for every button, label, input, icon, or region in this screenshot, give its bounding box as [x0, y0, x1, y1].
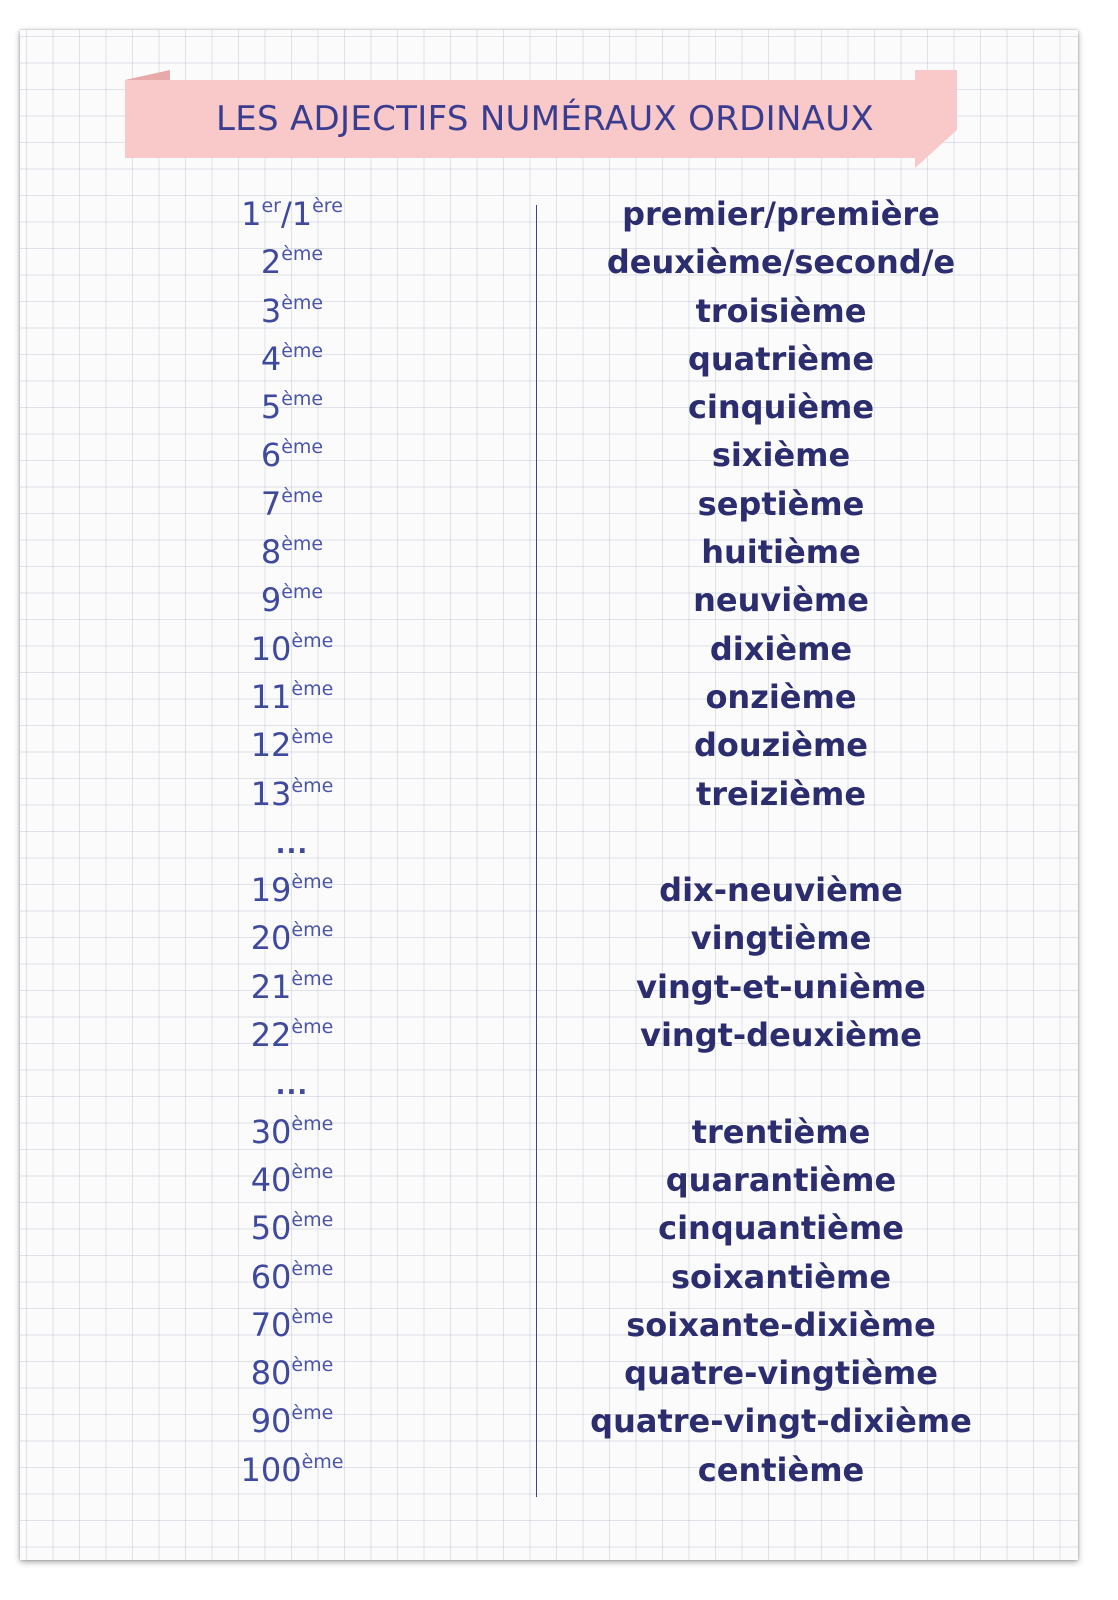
- numeral-value: 13: [250, 774, 292, 813]
- numeral-row: [192, 625, 392, 673]
- numeral-row: [192, 528, 392, 576]
- ordinal-word: onzième: [705, 677, 857, 716]
- page-title: LES ADJECTIFS NUMÉRAUX ORDINAUX: [215, 99, 875, 139]
- numeral-row: [192, 1204, 392, 1252]
- numeral-value: 1: [241, 195, 262, 233]
- ordinal-word-row: [581, 576, 981, 624]
- numeral-value: 21: [250, 967, 292, 1006]
- ellipsis-mark: ...: [275, 1071, 309, 1102]
- numeral-suffix: ème: [291, 1016, 334, 1039]
- ordinal-word: sixième: [711, 436, 851, 475]
- numeral-suffix: ème: [281, 436, 324, 459]
- numeral-row: [192, 866, 392, 914]
- numeral-value: 8: [260, 533, 282, 572]
- ellipsis-row: [192, 818, 392, 866]
- numeral-row: [192, 1156, 392, 1204]
- numeral-row: [192, 335, 392, 383]
- ordinal-word-column: [581, 190, 981, 1494]
- ordinal-word-row: [581, 1446, 981, 1494]
- numeral-value: 10: [250, 629, 292, 668]
- ordinal-word-row: [581, 431, 981, 479]
- ordinal-word-row: [581, 914, 981, 962]
- numeral-suffix: ème: [281, 339, 324, 362]
- numeral-suffix: ème: [291, 1257, 334, 1280]
- numeral-value: 9: [260, 581, 282, 620]
- ordinal-word-row: [581, 1349, 981, 1397]
- numeral-value: 22: [250, 1016, 292, 1055]
- ordinal-word-row: [581, 1204, 981, 1252]
- ordinal-word-row: [581, 480, 981, 528]
- ordinal-word: neuvième: [693, 581, 869, 620]
- ordinal-word: quarantième: [665, 1160, 897, 1199]
- numeral-row: [192, 383, 392, 431]
- numeral-row: [192, 1108, 392, 1156]
- numeral-alt-suffix: ère: [312, 195, 343, 217]
- numeral-value: 6: [260, 436, 282, 475]
- ordinal-word: quatre-vingt-dixième: [590, 1402, 972, 1441]
- numeral-suffix: ème: [291, 726, 334, 749]
- numeral-suffix: ème: [291, 919, 334, 942]
- ordinal-word-row: [581, 335, 981, 383]
- numeral-value: 11: [250, 677, 292, 716]
- numeral-value: 90: [250, 1402, 292, 1441]
- numeral-row: [192, 431, 392, 479]
- numeral-value: 2: [260, 243, 282, 282]
- ordinal-word-row: [581, 721, 981, 769]
- numeral-value: 20: [250, 919, 292, 958]
- numeral-row: [192, 770, 392, 818]
- ordinal-word-row: [581, 673, 981, 721]
- ordinal-word-row: [581, 1253, 981, 1301]
- numeral-row: [192, 238, 392, 286]
- ordinal-word-row: [581, 190, 981, 238]
- numeral-suffix: ème: [281, 388, 324, 411]
- ellipsis-mark: ...: [275, 829, 309, 860]
- numeral-value: 3: [260, 291, 282, 330]
- numeral-suffix: ème: [291, 1402, 334, 1425]
- numeral-value: 60: [250, 1257, 292, 1296]
- ordinal-word: vingtième: [690, 919, 872, 958]
- numeral-suffix: ème: [291, 871, 334, 894]
- banner-fold-left: [125, 70, 170, 80]
- numeral-row: [192, 1253, 392, 1301]
- ordinal-word-row: [581, 1397, 981, 1445]
- ordinal-word: soixantième: [670, 1257, 892, 1296]
- numeral-alt-value: /1: [280, 195, 313, 233]
- numeral-value: 50: [250, 1209, 292, 1248]
- numeral-value: 5: [260, 388, 282, 427]
- numeral-row: [192, 190, 392, 238]
- ellipsis-row-spacer: [581, 1059, 981, 1107]
- ordinal-word: dix-neuvième: [659, 871, 903, 910]
- numeral-row: [192, 1397, 392, 1445]
- numeral-column: [192, 190, 392, 1494]
- ordinal-word-row: [581, 770, 981, 818]
- numeral-row: [192, 1011, 392, 1059]
- ordinal-word-row: [581, 1108, 981, 1156]
- ordinal-word: douzième: [693, 726, 868, 765]
- numeral-value: 70: [250, 1305, 292, 1344]
- numeral-suffix: ème: [291, 1209, 334, 1232]
- ordinal-word: troisième: [695, 291, 867, 330]
- numeral-row: [192, 673, 392, 721]
- ordinal-word: deuxième/second/e: [606, 243, 956, 282]
- numeral-row: [192, 721, 392, 769]
- title-banner: [125, 70, 955, 168]
- ellipsis-row-spacer: [581, 818, 981, 866]
- ordinal-word-row: [581, 1301, 981, 1349]
- ordinal-word-row: [581, 287, 981, 335]
- numeral-suffix: ème: [291, 1305, 334, 1328]
- ordinal-word: centième: [697, 1450, 865, 1489]
- numeral-row: [192, 963, 392, 1011]
- ordinal-word: premier/première: [622, 195, 940, 233]
- ordinal-word: trentième: [691, 1112, 871, 1151]
- numeral-row: [192, 1349, 392, 1397]
- ordinal-word-row: [581, 1011, 981, 1059]
- numeral-value: 19: [250, 871, 292, 910]
- numeral-row: [192, 914, 392, 962]
- column-divider: [536, 205, 537, 1497]
- ordinal-word-row: [581, 963, 981, 1011]
- ordinal-word: cinquantième: [658, 1209, 904, 1248]
- numeral-value: 7: [260, 484, 282, 523]
- numeral-suffix: er: [261, 195, 281, 217]
- ordinal-word: quatrième: [687, 339, 875, 378]
- numeral-value: 4: [260, 339, 282, 378]
- ellipsis-row: [192, 1059, 392, 1107]
- numeral-suffix: ème: [291, 1112, 334, 1135]
- ordinal-word-row: [581, 238, 981, 286]
- numeral-suffix: ème: [281, 533, 324, 556]
- ordinal-word: vingt-et-unième: [636, 967, 926, 1006]
- numeral-suffix: ème: [281, 243, 324, 266]
- numeral-row: [192, 1301, 392, 1349]
- ordinal-word: septième: [697, 484, 865, 523]
- numeral-value: 80: [250, 1354, 292, 1393]
- ordinal-word-row: [581, 528, 981, 576]
- numeral-row: [192, 576, 392, 624]
- numeral-suffix: ème: [281, 484, 324, 507]
- numeral-value: 30: [250, 1112, 292, 1151]
- numeral-value: 100: [240, 1450, 302, 1489]
- numeral-suffix: ème: [291, 629, 334, 652]
- numeral-row: [192, 1446, 392, 1494]
- numeral-value: 40: [250, 1160, 292, 1199]
- numeral-suffix: ème: [291, 774, 334, 797]
- numeral-suffix: ème: [291, 677, 334, 700]
- ordinal-word: huitième: [701, 533, 861, 572]
- numeral-value: 12: [250, 726, 292, 765]
- ordinal-word: treizième: [695, 774, 867, 813]
- numeral-suffix: ème: [291, 1354, 334, 1377]
- ordinal-word-row: [581, 383, 981, 431]
- numeral-suffix: ème: [281, 291, 324, 314]
- ordinal-word-row: [581, 625, 981, 673]
- numeral-suffix: ème: [281, 581, 324, 604]
- ordinal-word: quatre-vingtième: [624, 1354, 938, 1393]
- numeral-suffix: ème: [301, 1450, 344, 1473]
- ordinal-word: dixième: [709, 629, 853, 668]
- numeral-row: [192, 287, 392, 335]
- numeral-suffix: ème: [291, 1160, 334, 1183]
- numeral-row: [192, 480, 392, 528]
- ordinal-word-row: [581, 1156, 981, 1204]
- numeral-suffix: ème: [291, 967, 334, 990]
- ordinal-word: soixante-dixième: [626, 1305, 936, 1344]
- ordinal-word: cinquième: [687, 388, 875, 427]
- ordinal-word-row: [581, 866, 981, 914]
- ordinal-word: vingt-deuxième: [640, 1016, 922, 1055]
